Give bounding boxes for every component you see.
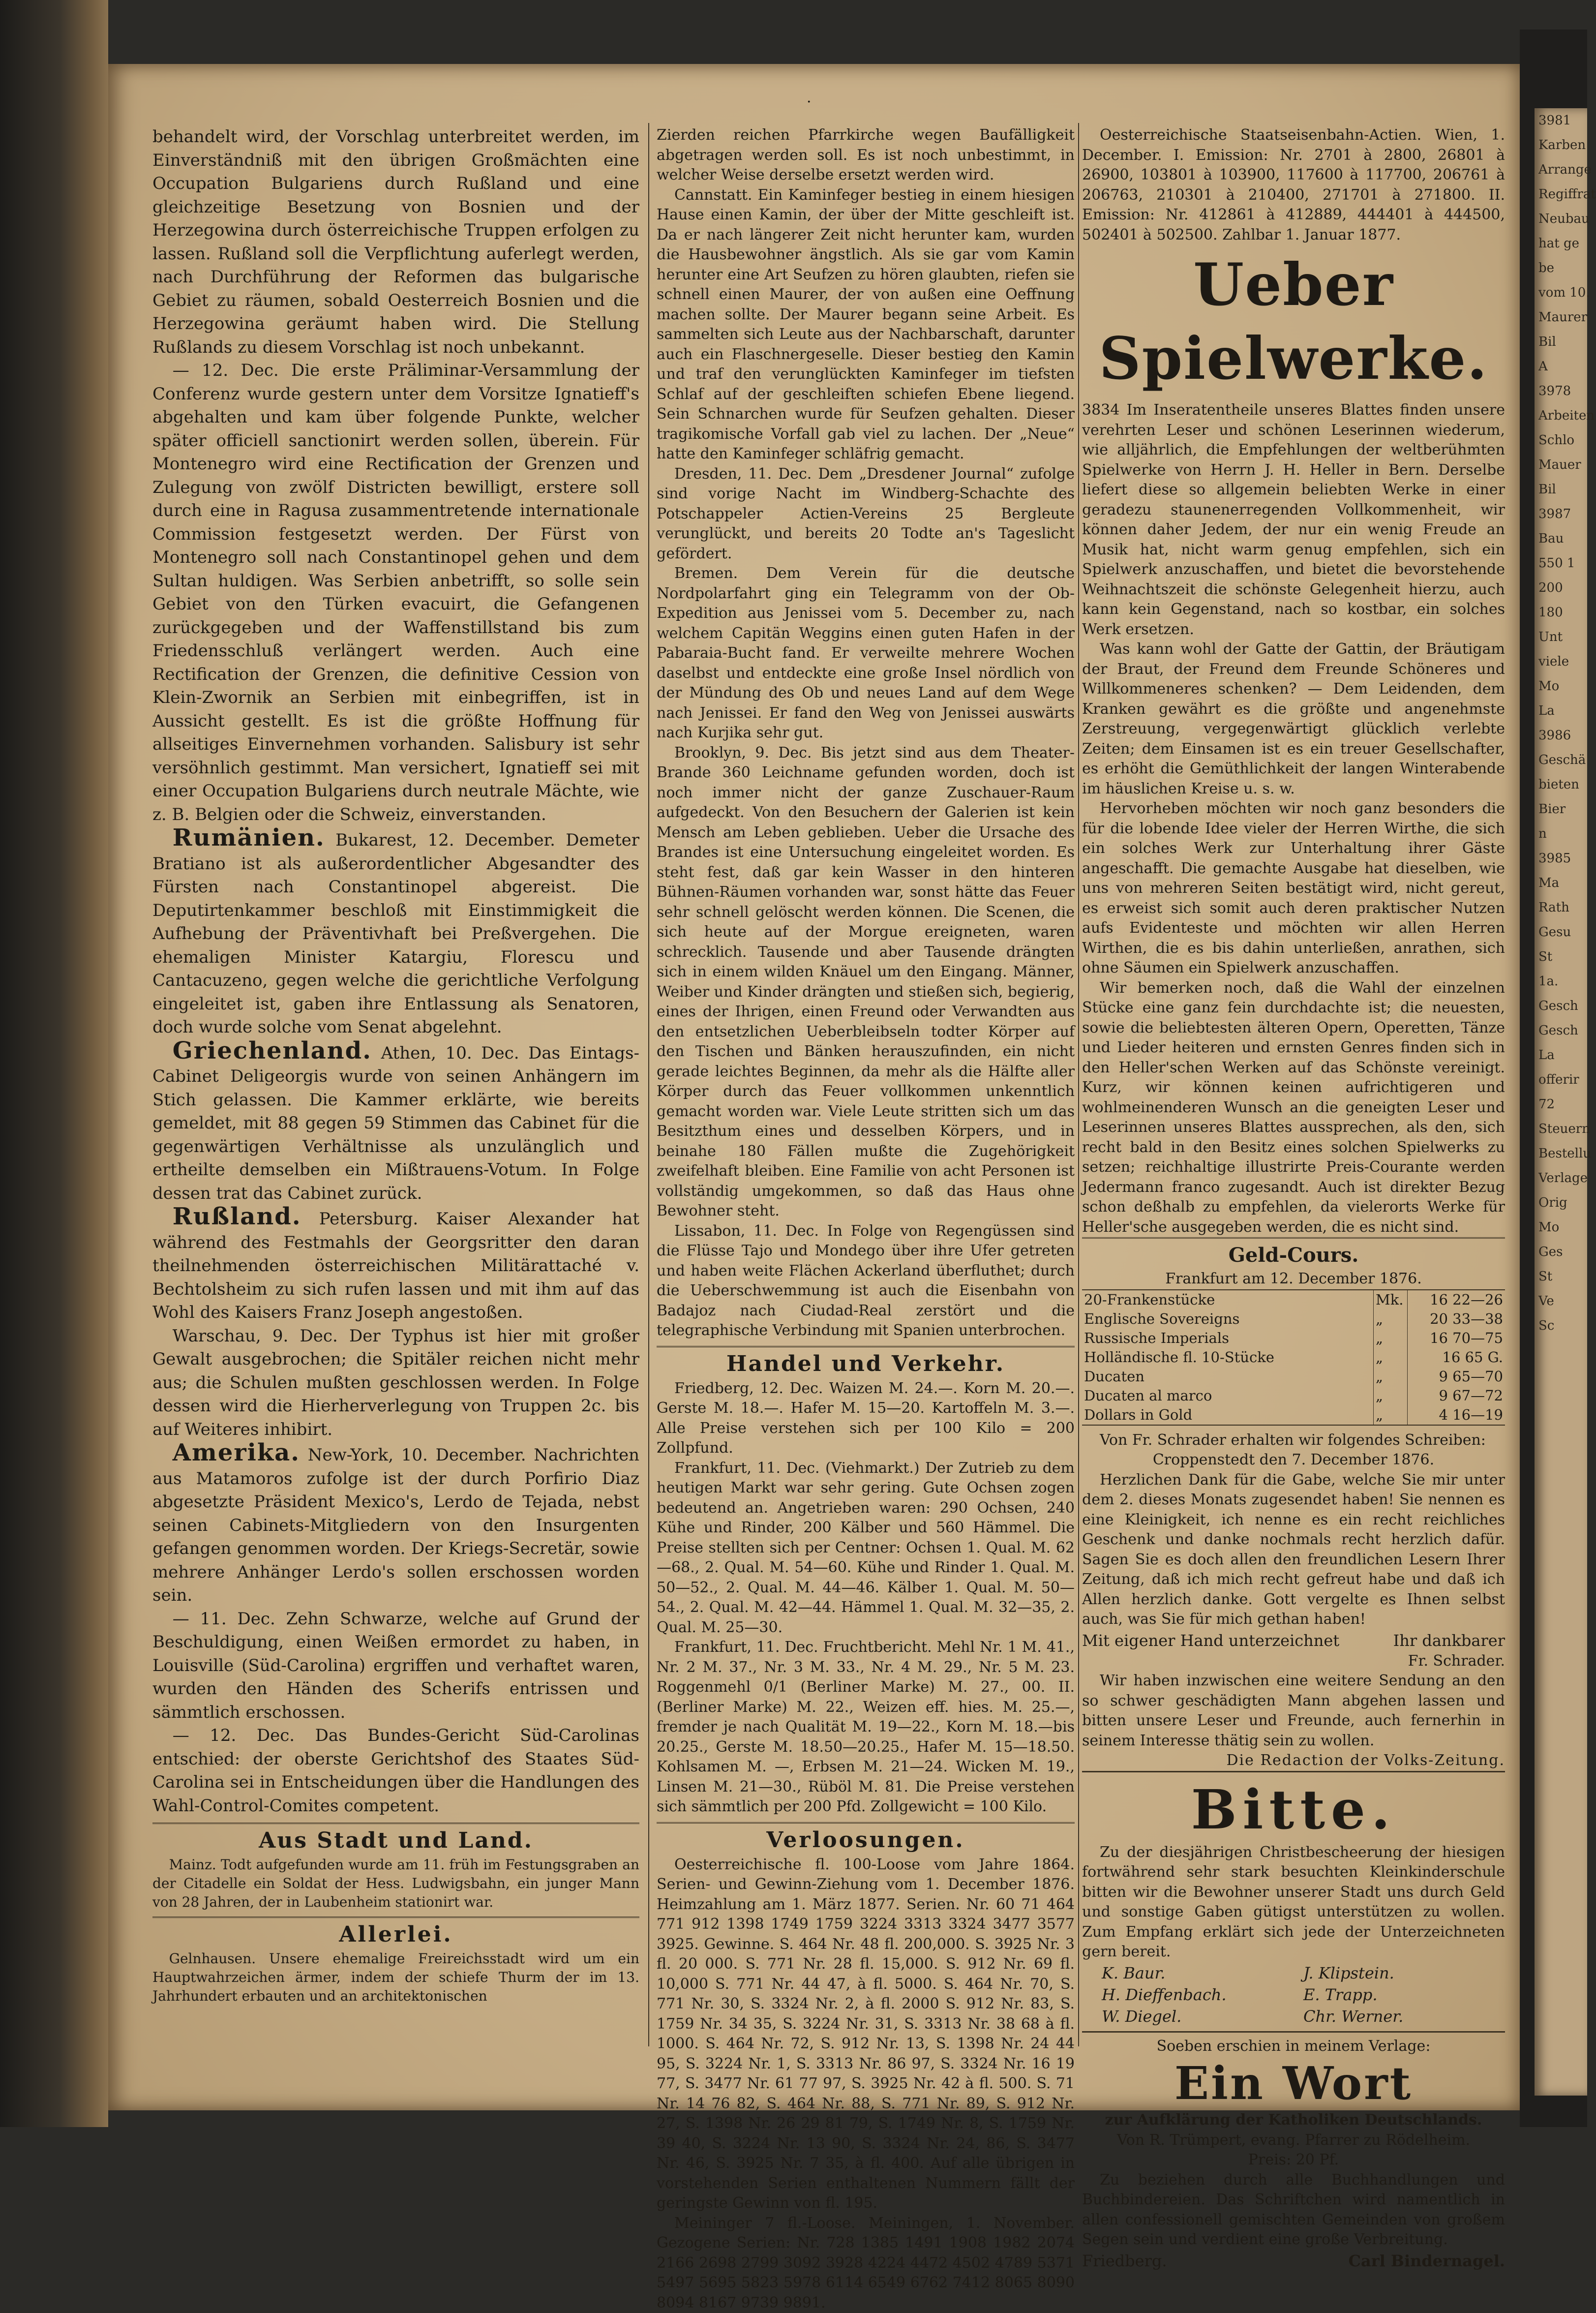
margin-fragment: La: [1535, 699, 1587, 723]
article-paragraph: Lissabon, 11. Dec. In Folge von Regengüssen sind die Flüsse Tajo und Mondego über ihre Ufer getreten und haben weite Flächen Ackerland überfluthet; durch die Ueberschwemmung ist auch die Eisenbahn von Badajoz nach Ciudad-Real zerstört und die telegraphische Verbindung mit Spanien unterbrochen.: [657, 1221, 1075, 1341]
signatory-name: E. Trapp.: [1303, 1984, 1505, 2006]
margin-fragment: bieten: [1535, 772, 1587, 797]
section-heading-allerlei: Allerlei.: [152, 1917, 639, 1949]
book-binding: [0, 0, 108, 2127]
ad-paragraph: Hervorheben möchten wir noch ganz besonders die für die lobende Idee vieler der Herren Wirthe, die sich ein solches Werk zur Unterhaltung ihrer Gäste angeschafft. Die gemachte Ausgabe hat dieselben, wie uns von mehreren Seiten bestätigt wird, nicht gereut, es erweist sich somit auch deren praktischer Nutzen aufs Evidenteste und möchten wir allen Herren Wirthen, die es bis dahin unterließen, anrathen, sich ohne Säumen ein Spielwerk anzuschaffen.: [1082, 799, 1505, 978]
margin-fragment: 72: [1535, 1092, 1587, 1117]
column-3: [1082, 125, 1505, 2064]
margin-fragment: vom 10.: [1535, 280, 1587, 305]
exchange-rates-heading: Geld-Cours.: [1082, 1237, 1505, 1269]
margin-fragment: Maurer: [1535, 305, 1587, 330]
margin-fragment: Gesu: [1535, 920, 1587, 944]
margin-fragment: viele: [1535, 649, 1587, 674]
letter-signature: [1082, 1630, 1505, 1651]
margin-fragment: A: [1535, 354, 1587, 379]
letter-place-date: Croppenstedt den 7. December 1876.: [1082, 1450, 1505, 1470]
book-ad-title: Ein Wort: [1082, 2056, 1505, 2110]
margin-fragment: 3986: [1535, 723, 1587, 748]
margin-fragment: Schlo: [1535, 428, 1587, 453]
margin-fragment: Gesch: [1535, 994, 1587, 1018]
margin-fragment: be: [1535, 256, 1587, 280]
margin-fragment: 180: [1535, 600, 1587, 625]
margin-fragment: Bil: [1535, 330, 1587, 354]
section-heading-greece: Griechenland.: [173, 1037, 372, 1065]
book-ad-subtitle: zur Aufklärung der Katholiken Deutschlands.: [1082, 2110, 1505, 2130]
exchange-rates-subheading: Frankfurt am 12. December 1876.: [1082, 1269, 1505, 1289]
rate-row: Holländische fl. 10-Stücke „ 16 65 G.: [1082, 1348, 1505, 1367]
letter-signature-right: Ihr dankbarer: [1393, 1630, 1505, 1651]
margin-fragment: St: [1535, 944, 1587, 969]
letter-signature-left: Mit eigener Hand unterzeichnet: [1082, 1630, 1339, 1651]
column-2: [657, 125, 1075, 2059]
book-ad-intro: Soeben erschien in meinem Verlage:: [1082, 2037, 1505, 2057]
ad-paragraph: Wir bemerken noch, daß die Wahl der einzelnen Stücke eine ganz fein durchdachte ist; die neuesten, sowie die beliebtesten älteren Opern, Operetten, Tänze und Lieder heiteren und ernsten Genres finden sich in den Heller'schen Werken auf das Schönste vereinigt. Kurz, wir können keinen aufrichtigeren und wohlmeinenderen Wunsch an die geneigten Leser und Leserinnen unseres Blattes aussprechen, als den, sich recht bald in den Besitz eines solchen Spielwerks zu setzen; reichhaltige illustrirte Preis-Courante werden Jedermann franco zugesandt. Auch ist direkter Bezug schon deßhalb zu empfehlen, da vielerorts Werke für Heller'sche ausgegeben werden, die es nicht sind.: [1082, 978, 1505, 1238]
signatory-name: K. Baur.: [1102, 1962, 1303, 1984]
article-paragraph: — 12. Dec. Die erste Präliminar-Versammlung der Conferenz wurde gestern unter dem Vorsitze Ignatieff's abgehalten und kam über folgende Punkte, welcher später officiell sanctionirt werden sollen, überein. Für Montenegro wird eine Rectification der Grenzen und Zulegung von zwölf Districten bewilligt, erstere soll durch eine in Ragusa zusammentretende internationale Commission festgesetzt werden. Der Fürst von Montenegro soll nach Constantinopel gehen und dem Sultan huldigen. Was Serbien anbetrifft, so solle sein Gebiet von den Türken evacuirt, die Gefangenen zurückgegeben und der Waffenstillstand bis zum Friedensschluß verlängert werden. Auch eine Rectification der Grenzen, die definitive Cession von Klein-Zwornik an Serbien mit einbegriffen, ist in Aussicht gestellt. Es ist die größte Hoffnung für allseitiges Einvernehmen vorhanden. Salisbury ist sehr versöhnlich gestimmt. Man versichert, Ignatieff sei mit einer Occupation Bulgariens durch neutrale Mächte, wie z. B. Belgien oder die Schweiz, einverstanden.: [152, 359, 639, 826]
margin-fragment: Steuern: [1535, 1117, 1587, 1141]
margin-fragment: Unt: [1535, 625, 1587, 649]
rate-row: Englische Sovereigns „ 20 33—38: [1082, 1309, 1505, 1329]
article-text: Petersburg. Kaiser Alexander hat während des Festmahls der Georgsritter den daran theilnehmenden österreichischen Militärattaché v. Bechtolsheim zu sich rufen lassen und mit ihm auf das Wohl des Kaisers Franz Joseph angestoßen.: [152, 1209, 639, 1322]
rate-row: 20-Frankenstücke Mk. 16 22—26: [1082, 1290, 1505, 1309]
column-rule: [1078, 123, 1079, 2046]
margin-fragment: Mo: [1535, 1215, 1587, 1240]
margin-fragment: Geschä: [1535, 748, 1587, 772]
margin-fragment: Mo: [1535, 674, 1587, 699]
market-report: Frankfurt, 11. Dec. (Viehmarkt.) Der Zutrieb zu dem heutigen Markt war sehr gering. Gute Ochsen zogen bedeutend an. Angetrieben waren: 290 Ochsen, 240 Kühe und Rinder, 200 Kälber und 560 Hämmel. Die Preise stellten sich per Centner: Ochsen 1. Qual. M. 62—68., 2. Qual. M. 54—60. Kühe und Rinder 1. Qual. M. 50—52., 2. Qual. M. 44—46. Kälber 1. Qual. M. 50—54., 2. Qual. M. 42—44. Hämmel 1. Qual. M. 32—35, 2. Qual. M. 25—30.: [657, 1459, 1075, 1638]
article-text: Bukarest, 12. December. Demeter Bratiano ist als außerordentlicher Abgesandter des Fürsten nach Constantinopel abgereist. Die Deputirtenkammer beschloß mit Einstimmigkeit die Aufhebung der Präventivhaft bei Preßvergehen. Die ehemaligen Minister Katargiu, Florescu und Cantacuzeno, gegen welche die gerichtliche Verfolgung eingeleitet ist, gaben ihre Entlassung als Senatoren, doch wurde solche vom Senat abgelehnt.: [152, 830, 639, 1037]
rate-row: Ducaten al marco „ 9 67—72: [1082, 1386, 1505, 1405]
book-ad-place: Friedberg.: [1082, 2250, 1167, 2272]
book-ad-author: Von R. Trümpert, evang. Pfarrer zu Rödelheim.: [1082, 2130, 1505, 2151]
margin-fragment: 1a.: [1535, 969, 1587, 994]
article-paragraph: Cannstatt. Ein Kaminfeger bestieg in einem hiesigen Hause einen Kamin, der über der Mitte geschleift ist. Da er nach längerer Zeit nicht herunter kam, wurden die Hausbewohner ängstlich. Als sie gar vom Kamin herunter eine Art Seufzen zu hören glaubten, riefen sie schnell einen Maurer, der von außen eine Oeffnung machen sollte. Der Maurer begann seine Arbeit. Es sammelten sich Leute aus der Nachbarschaft, darunter auch ein Flaschnergeselle. Dieser bestieg den Kamin und traf den verunglückten Kaminfeger im tiefsten Schlaf auf der geschleiften schiefen Ebene liegend. Sein Schnarchen wurde für Seufzen gehalten. Dieser tragikomische Vorfall gab viel zu lachen. Der „Neue“ hatte den Kaminfeger schläfrig gemacht.: [657, 185, 1075, 464]
article-paragraph: Warschau, 9. Dec. Der Typhus ist hier mit großer Gewalt ausgebrochen; die Spitäler reichen nicht mehr aus; die Schulen mußten geschlossen werden. In Folge dessen wird die Hierherverlegung von Truppen 2c. bis auf Weiteres inhibirt.: [152, 1325, 639, 1442]
margin-fragment: 3981: [1535, 108, 1587, 133]
divider: [1082, 2031, 1505, 2033]
book-ad-text: Zu beziehen durch alle Buchhandlungen und Buchbindereien. Das Schriftchen wird namentlich in allen confessionell gemischten Gemeinden von großem Segen sein und verdient eine große Verbreitung.: [1082, 2170, 1505, 2250]
lottery-report: Oesterreichische Staatseisenbahn-Actien. Wien, 1. December. I. Emission: Nr. 2701 à 2800, 26801 à 26900, 103801 à 103900, 117600 à 117700, 206761 à 206763, 210301 à 210400, 271701 à 271800. II. Emission: Nr. 412861 à 412889, 444401 à 444500, 502401 à 502500. Zahlbar 1. Januar 1877.: [1082, 125, 1505, 245]
margin-fragment: Arrange: [1535, 157, 1587, 182]
article-text: Athen, 10. Dec. Das Eintags-Cabinet Deligeorgis wurde von seinen Anhängern im Stich gelassen. Die Kammer erklärte, wie bereits gemeldet, mit 88 gegen 59 Stimmen das Cabinet für die gegenwärtigen Verhältnisse als unzulänglich und ertheilte demselben ein Mißtrauens-Votum. In Folge dessen trat das Cabinet zurück.: [152, 1043, 639, 1203]
margin-fragment: Orig: [1535, 1190, 1587, 1215]
rate-row: Dollars in Gold „ 4 16—19: [1082, 1405, 1505, 1425]
margin-fragment: Mauer: [1535, 453, 1587, 477]
margin-fragment: 200: [1535, 576, 1587, 600]
ad-paragraph: 3834 Im Inseratentheile unseres Blattes finden unsere verehrten Leser und schönen Leserinnen wiederum, wie alljährlich, die Empfehlungen der weltberühmten Spielwerke von Herrn J. H. Heller in Bern. Derselbe liefert diese so allgemein beliebten Werke in einer geradezu staunenerregenden Vollkommenheit, wir können daher Jedem, der nur ein wenig Freude an Musik hat, nicht warm genug empfehlen, sich ein Spielwerk anzuschaffen, und bietet die bevorstehende Weihnachtszeit die schönste Gelegenheit hierzu, auch kann kein Gegenstand, nach so kostbar, ein solches Werk ersetzen.: [1082, 400, 1505, 639]
letter-body: Herzlichen Dank für die Gabe, welche Sie mir unter dem 2. dieses Monats zugesendet haben! Sie nennen es eine Kleinigkeit, ich nenne es ein recht reichliches Geschenk und danke nochmals recht herzlich dafür. Sagen Sie es doch allen den freundlichen Lesern Ihrer Zeitung, daß ich mich recht gefreut habe und daß ich Allen herzlich danke. Gott vergelte es Ihnen selbst auch, was Sie für mich gethan haben!: [1082, 1470, 1505, 1630]
lottery-report: Meininger 7 fl.-Loose. Meiningen, 1. November. Gezogene Serien: Nr. 728 1385 1491 1908 1982 2074 2166 2698 2799 3092 3928 4224 4472 4502 4789 5371 5497 5695 5823 5978 6114 6549 6762 7412 8065 8090 8094 8167 9739 9891.: [657, 2214, 1075, 2313]
section-heading-stadt-land: Aus Stadt und Land.: [152, 1823, 639, 1856]
margin-fragment: Verlage: [1535, 1166, 1587, 1190]
article-paragraph: Bremen. Dem Verein für die deutsche Nordpolarfahrt ging ein Telegramm von der Ob-Expedition aus Jenissei vom 5. December zu, nach welchem Capitän Weggins einen guten Hafen in der Pabaraia-Bucht fand. Er verweilte mehrere Wochen daselbst und entdeckte eine große Insel nördlich von der Mündung des Ob und neues Land auf dem Wege nach Jenissei. Er fand den Weg von Jenissei auswärts nach Kurjika sehr gut.: [657, 564, 1075, 743]
section-heading-russia: Rußland.: [173, 1203, 301, 1230]
margin-fragment: Bau: [1535, 526, 1587, 551]
article-paragraph: — 11. Dec. Zehn Schwarze, welche auf Grund der Beschuldigung, einen Weißen ermordet zu haben, in Louisville (Süd-Carolina) ergriffen und verhaftet waren, wurden den Händen des Scherifs entrissen und sämmtlich erschossen.: [152, 1608, 639, 1725]
article-paragraph: — 12. Dec. Das Bundes-Gericht Süd-Carolinas entschied: der oberste Gerichtshof des Staates Süd-Carolina sei in Entscheidungen über die Handlungen des Wahl-Control-Comites competent.: [152, 1724, 639, 1818]
margin-fragment: Sc: [1535, 1313, 1587, 1338]
book-ad-price: Preis: 20 Pf.: [1082, 2150, 1505, 2170]
article-paragraph: behandelt wird, der Vorschlag unterbreitet werden, im Einverständniß mit den übrigen Großmächten eine Occupation Bulgariens durch Rußland und eine gleichzeitige Besetzung von Bosnien und der Herzegowina durch österreichische Truppen erfolgen zu lassen. Rußland soll die Verpflichtung auferlegt werden, nach Durchführung der Reformen das bulgarische Gebiet zu räumen, sobald Oesterreich Bosnien und die Herzegowina geräumt haben wird. Die Stellung Rußlands zu diesem Vorschlag ist noch unbekannt.: [152, 125, 639, 359]
margin-fragment: St: [1535, 1264, 1587, 1289]
exchange-rates-table: [1082, 1289, 1505, 1426]
margin-fragment: Regiffrat: [1535, 182, 1587, 207]
margin-fragment: Ve: [1535, 1289, 1587, 1313]
section-heading-handel: Handel und Verkehr.: [657, 1346, 1075, 1379]
editorial-signature: Die Redaction der Volks-Zeitung.: [1082, 1751, 1505, 1771]
margin-fragment: Bestellu: [1535, 1141, 1587, 1166]
column-1: [152, 125, 639, 2064]
signatory-name: Chr. Werner.: [1303, 2006, 1505, 2027]
margin-fragment: Neubau: [1535, 207, 1587, 231]
margin-fragment: 550 1: [1535, 551, 1587, 576]
article-paragraph: Dresden, 11. Dec. Dem „Dresdener Journal“ zufolge sind vorige Nacht im Windberg-Schachte des Potschappeler Actien-Vereins 25 Bergleute verunglückt, und bereits 20 Todte an's Tageslicht gefördert.: [657, 464, 1075, 564]
signatory-name: J. Klipstein.: [1303, 1962, 1505, 1984]
page-mark: ·: [807, 93, 812, 111]
article-paragraph: Brooklyn, 9. Dec. Bis jetzt sind aus dem Theater-Brande 360 Leichname gefunden worden, doch ist noch immer nicht der ganze Zuschauer-Raum aufgedeckt. Von den Besuchern der Galerien ist kein Mensch am Leben geblieben. Ueber die Ursache des Brandes ist eine Untersuchung eingeleitet worden. Es steht fest, daß gar kein Wasser in den hinteren Bühnen-Räumen vorhanden war, sonst hätte das Feuer sehr schnell gelöscht werden können. Die Scenen, die sich heute auf der Morgue ereigneten, waren schrecklich. Tausende und aber Tausende drängten sich in einem wilden Knäuel um den Eingang. Männer, Weiber und Kinder drängten und stießen sich, begierig, eines der Ihrigen, einen Freund oder Verwandten aus den entsetzlichen Ueberbleibseln todter Körper auf den Tischen und Bänken herauszufinden, ein nicht gerade leichtes Beginnen, da mehr als die Hälfte aller Körper durch das Feuer vollkommen unkenntlich gemacht worden war. Viele Leute stritten sich um das Besitzthum eines und desselben Körpers, und in beinahe 180 Fällen mußte die Zugehörigkeit zweifelhaft bleiben. Eine Familie von acht Personen ist vollständig umgekommen, so daß das Haus ohne Bewohner steht.: [657, 743, 1075, 1221]
letter-intro: Von Fr. Schrader erhalten wir folgendes Schreiben:: [1082, 1430, 1505, 1451]
margin-fragment: n: [1535, 822, 1587, 846]
appeal-paragraph: Zu der diesjährigen Christbescheerung der hiesigen fortwährend sehr stark besuchten Kleinkinderschule bitten wir die Bewohner unserer Stadt uns durch Geld und sonstige Gaben gütigst unterstützen zu wollen. Zum Empfang erklärt sich jede der Unterzeichneten gern bereit.: [1082, 1843, 1505, 1962]
article-text: New-York, 10. December. Nachrichten aus Matamoros zufolge ist der durch Porfirio Diaz abgesetzte Präsident Mexico's, Lerdo de Tejada, nebst seinen Cabinets-Mitgliedern von den Insurgenten gefangen genommen worden. Der Kriegs-Secretär, sowie mehrere Anhänger Lerdo's sollen erschossen worden sein.: [152, 1445, 639, 1605]
margin-fragment: Arbeiten: [1535, 403, 1587, 428]
signatory-name: W. Diegel.: [1102, 2006, 1303, 2027]
margin-fragment: Bil: [1535, 477, 1587, 502]
ad-paragraph: Was kann wohl der Gatte der Gattin, der Bräutigam der Braut, der Freund dem Freunde Schöneres und Willkommeneres schenken? — Dem Leidenden, dem Kranken gewährt es die größte und angenehmste Zerstreuung, vergegenwärtigt glücklich verlebte Zeiten; dem Einsamen ist es ein treuer Gesellschafter, es erhöht die Gemüthlichkeit der langen Winterabende im häuslichen Kreise u. s. w.: [1082, 639, 1505, 799]
appeal-signatories: [1082, 1962, 1505, 2027]
article-paragraph: Zierden reichen Pfarrkirche wegen Baufälligkeit abgetragen werden soll. Es ist noch unbestimmt, in welcher Weise derselbe ersetzt werden wird.: [657, 125, 1075, 185]
letter-signature-name: Fr. Schrader.: [1082, 1651, 1505, 1672]
ad-title-bitte: Bitte.: [1082, 1771, 1505, 1843]
column-rule: [648, 123, 649, 2046]
signatory-name: H. Dieffenbach.: [1102, 1984, 1303, 2006]
lottery-report: Oesterreichische fl. 100-Loose vom Jahre 1864. Serien- und Gewinn-Ziehung vom 1. December 1876. Heimzahlung am 1. März 1877. Serien. Nr. 60 71 464 771 912 1398 1749 1759 3224 3313 3324 3477 3577 3925. Gewinne. S. 464 Nr. 48 fl. 200,000. S. 3925 Nr. 3 fl. 20 000. S. 771 Nr. 28 fl. 15,000. S. 912 Nr. 69 fl. 10,000 S. 771 Nr. 44 47, à fl. 5000. S. 464 Nr. 70, S. 771 Nr. 30, S. 3324 Nr. 2, à fl. 2000 S. 912 Nr. 83, S. 1759 Nr. 34 35, S. 3224 Nr. 31, S. 3313 Nr. 38 68 à fl. 1000. S. 464 Nr. 72, S. 912 Nr. 13, S. 1398 Nr. 24 44 95, S. 3224 Nr. 1, S. 3313 Nr. 86 97, S. 3324 Nr. 16 19 77, S. 3477 Nr. 61 77 97, S. 3925 Nr. 42 à fl. 500. S. 71 Nr. 14 76 82, S. 464 Nr. 88, S. 771 Nr. 89, S. 912 Nr. 27, S. 1398 Nr. 26 29 81 79, S. 1749 Nr. 8, S. 1759 Nr. 39 40, S. 3224 Nr. 13 90, S. 3324 Nr. 24, 86, S. 3477 Nr. 46, S. 3925 Nr. 7 35, à fl. 400. Auf alle übrigen in vorstehenden Serien enthaltenen Nummern fällt der geringste Gewinn von fl. 195.: [657, 1855, 1075, 2214]
book-ad-footer: [1082, 2250, 1505, 2272]
market-report: Frankfurt, 11. Dec. Fruchtbericht. Mehl Nr. 1 M. 41., Nr. 2 M. 37., Nr. 3 M. 33., Nr. 4 M. 29., Nr. 5 M. 23. Roggenmehl 0/1 (Berliner Marke) M. 27., 00. II. (Berliner Marke) M. 22., Weizen eff. hies. M. 25.—, fremder je nach Qualität M. 19—22., Korn M. 18.—bis 20.25., Gerste M. 18.50—20.25., Hafer M. 15—18.50. Kohlsamen M. —, Erbsen M. 21—24. Wicken M. 19., Linsen M. 21—30., Rüböl M. 81. Die Preise verstehen sich sämmtlich per 200 Pfd. Zollgewicht = 100 Kilo.: [657, 1638, 1075, 1817]
margin-fragment: 3987: [1535, 502, 1587, 526]
section-heading-romania: Rumänien.: [173, 824, 325, 852]
article-paragraph: Mainz. Todt aufgefunden wurde am 11. früh im Festungsgraben an der Citadelle ein Soldat der Hess. Ludwigsbahn, ein junger Mann von 28 Jahren, der in Laubenheim stationirt war.: [152, 1856, 639, 1912]
market-report: Friedberg, 12. Dec. Waizen M. 24.—. Korn M. 20.—. Gerste M. 18.—. Hafer M. 15—20. Kartoffeln M. 3.—. Alle Preise verstehen sich per 100 Kilo = 200 Zollpfund.: [657, 1379, 1075, 1459]
margin-fragment: Rath: [1535, 895, 1587, 920]
ad-title-spielwerke: Ueber Spielwerke.: [1082, 248, 1505, 396]
book-ad-publisher: Carl Bindernagel.: [1349, 2250, 1505, 2272]
margin-fragment: Karben: [1535, 133, 1587, 157]
margin-fragment: Gesch: [1535, 1018, 1587, 1043]
margin-fragment: 3985: [1535, 846, 1587, 871]
rate-row: Russische Imperials „ 16 70—75: [1082, 1329, 1505, 1348]
article-paragraph: Gelnhausen. Unsere ehemalige Freireichsstadt wird um ein Hauptwahrzeichen ärmer, indem der schiefe Thurm der im 13. Jahrhundert erbauten und an architektonischen: [152, 1949, 639, 2006]
margin-fragment: hat ge: [1535, 231, 1587, 256]
letter-note: Wir haben inzwischen eine weitere Sendung an den so schwer geschädigten Mann abgehen lassen und bitten unsere Leser und Freunde, auch fernerhin in seinem Interesse thätig sein zu wollen.: [1082, 1671, 1505, 1751]
section-heading-america: Amerika.: [173, 1439, 300, 1466]
margin-fragment: Ges: [1535, 1240, 1587, 1264]
rate-row: Ducaten „ 9 65—70: [1082, 1367, 1505, 1386]
section-heading-verloosungen: Verloosungen.: [657, 1822, 1075, 1855]
margin-fragment: offerir: [1535, 1067, 1587, 1092]
margin-fragment: Bier: [1535, 797, 1587, 822]
next-page-sliver: [1535, 108, 1587, 2096]
margin-fragment: 3978: [1535, 379, 1587, 403]
margin-fragment: Ma: [1535, 871, 1587, 895]
margin-fragment: La: [1535, 1043, 1587, 1067]
